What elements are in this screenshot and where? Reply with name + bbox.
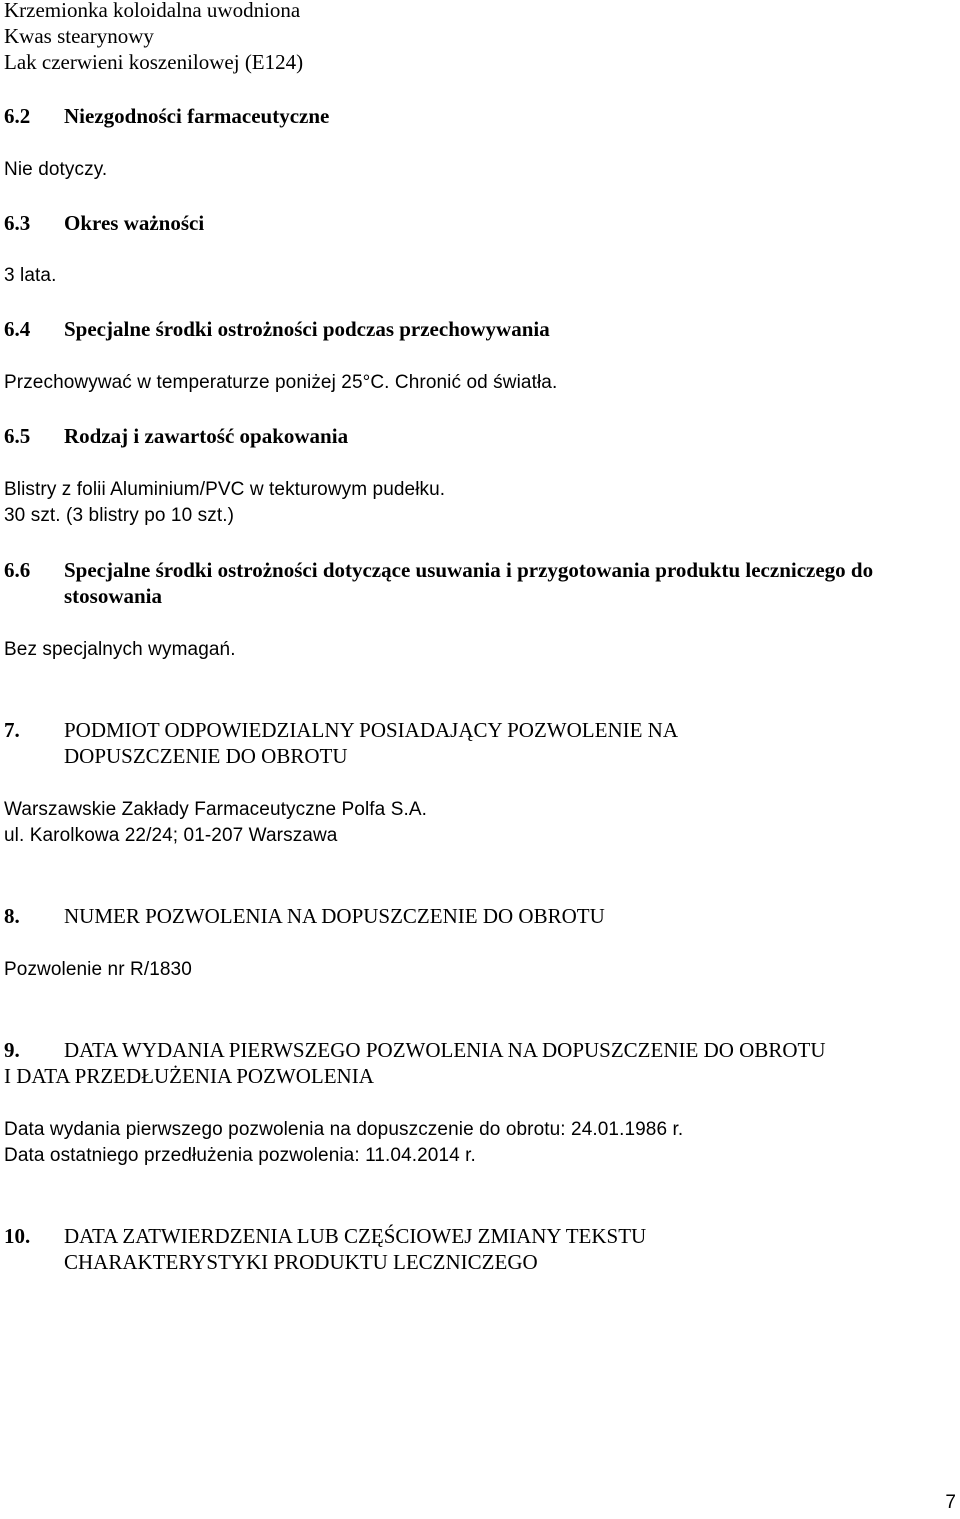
section-title: DATA ZATWIERDZENIA LUB CZĘŚCIOWEJ ZMIANY TEKSTU [64, 1224, 647, 1248]
section-number: 9. [4, 1038, 20, 1062]
section-title: PODMIOT ODPOWIEDZIALNY POSIADAJĄCY POZWOLENIE NA [64, 718, 679, 742]
section-body-6-5: Blistry z folii Aluminium/PVC w tekturowym pudełku. [4, 479, 446, 500]
section-title: Specjalne środki ostrożności podczas przechowywania [64, 317, 550, 341]
section-title-continued: stosowania [64, 584, 163, 608]
section-title: Rodzaj i zawartość opakowania [64, 424, 349, 448]
section-title-continued: CHARAKTERYSTYKI PRODUKTU LECZNICZEGO [64, 1250, 538, 1274]
section-number: 8. [4, 904, 20, 928]
section-title: Specjalne środki ostrożności dotyczące usuwania i przygotowania produktu leczniczego do [64, 558, 874, 582]
section-body-9: Data ostatniego przedłużenia pozwolenia: 11.04.2014 r. [4, 1145, 476, 1166]
section-number: 6.5 [4, 424, 31, 448]
section-number: 6.6 [4, 558, 31, 582]
ingredient-line: Lak czerwieni koszenilowej (E124) [4, 50, 304, 74]
section-body-7: Warszawskie Zakłady Farmaceutyczne Polfa S.A. [4, 799, 427, 820]
section-number: 6.2 [4, 104, 31, 128]
ingredient-line: Kwas stearynowy [4, 24, 154, 48]
section-title: Niezgodności farmaceutyczne [64, 104, 330, 128]
section-body-6-3: 3 lata. [4, 265, 57, 286]
section-title: NUMER POZWOLENIA NA DOPUSZCZENIE DO OBROTU [64, 904, 605, 928]
section-title-continued: I DATA PRZEDŁUŻENIA POZWOLENIA [4, 1064, 374, 1088]
section-number: 7. [4, 718, 20, 742]
section-body-6-2: Nie dotyczy. [4, 159, 108, 180]
section-body-6-5: 30 szt. (3 blistry po 10 szt.) [4, 505, 235, 526]
section-body-8: Pozwolenie nr R/1830 [4, 959, 192, 980]
section-body-6-6: Bez specjalnych wymagań. [4, 639, 236, 660]
section-body-7: ul. Karolkowa 22/24; 01-207 Warszawa [4, 825, 338, 846]
section-number: 6.4 [4, 317, 31, 341]
section-body-9: Data wydania pierwszego pozwolenia na dopuszczenie do obrotu: 24.01.1986 r. [4, 1119, 684, 1140]
section-title: DATA WYDANIA PIERWSZEGO POZWOLENIA NA DOPUSZCZENIE DO OBROTU [64, 1038, 826, 1062]
section-title: Okres ważności [64, 211, 205, 235]
section-body-6-4: Przechowywać w temperaturze poniżej 25°C. Chronić od światła. [4, 372, 558, 393]
section-number: 6.3 [4, 211, 31, 235]
ingredient-line: Krzemionka koloidalna uwodniona [4, 0, 301, 22]
section-number: 10. [4, 1224, 31, 1248]
page-number: 7 [945, 1492, 956, 1513]
section-title-continued: DOPUSZCZENIE DO OBROTU [64, 744, 348, 768]
